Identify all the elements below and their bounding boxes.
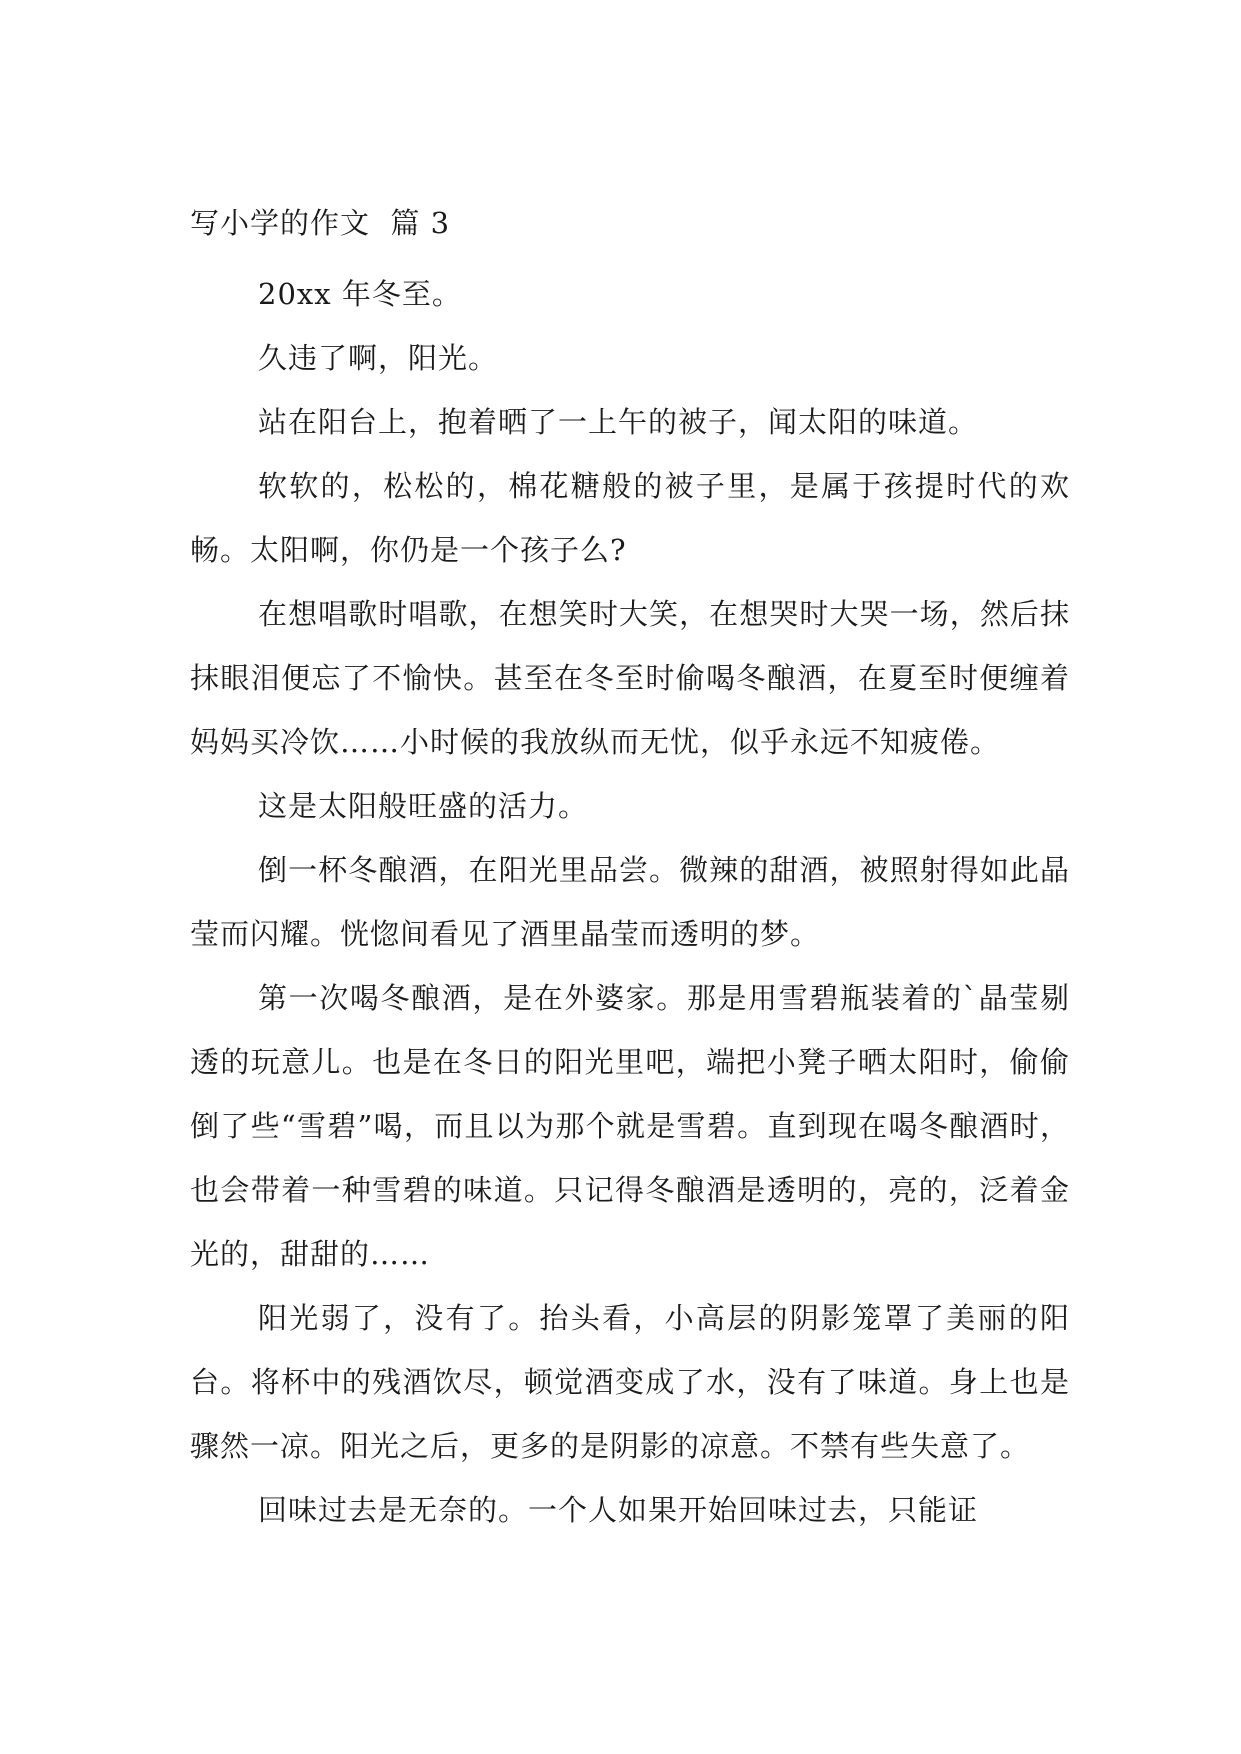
paragraph: 阳光弱了，没有了。抬头看，小高层的阴影笼罩了美丽的阳台。将杯中的残酒饮尽，顿觉酒变成了水，没有了味道。身上也是骤然一凉。阳光之后，更多的是阴影的凉意。不禁有些失意了。 xyxy=(190,1301,1070,1463)
paragraph: 20xx 年冬至。 xyxy=(258,277,462,311)
paragraph: 站在阳台上，抱着晒了一上午的被子，闻太阳的味道。 xyxy=(258,405,979,439)
paragraph: 这是太阳般旺盛的活力。 xyxy=(258,789,589,823)
paragraph: 在想唱歌时唱歌，在想笑时大笑，在想哭时大哭一场，然后抹抹眼泪便忘了不愉快。甚至在冬至时偷喝冬酿酒，在夏至时便缠着妈妈买冷饮……小时候的我放纵而无忧，似乎永远不知疲倦。 xyxy=(190,597,1070,759)
paragraph: 回味过去是无奈的。一个人如果开始回味过去，只能证 xyxy=(258,1493,979,1527)
paragraph: 第一次喝冬酿酒，是在外婆家。那是用雪碧瓶装着的`晶莹剔透的玩意儿。也是在冬日的阳光里吧，端把小凳子晒太阳时，偷偷倒了些“雪碧”喝，而且以为那个就是雪碧。直到现在喝冬酿酒时，也会带着一种雪碧的味道。只记得冬酿酒是透明的，亮的，泛着金光的，甜甜的…… xyxy=(190,981,1070,1271)
paragraph: 倒一杯冬酿酒，在阳光里品尝。微辣的甜酒，被照射得如此晶莹而闪耀。恍惚间看见了酒里晶莹而透明的梦。 xyxy=(190,853,1070,951)
paragraph: 软软的，松松的，棉花糖般的被子里，是属于孩提时代的欢畅。太阳啊，你仍是一个孩子么? xyxy=(190,469,1070,567)
document-title: 写小学的作文 篇 3 xyxy=(190,206,451,240)
paragraph: 久违了啊，阳光。 xyxy=(258,341,499,375)
document-page xyxy=(190,198,1070,1542)
